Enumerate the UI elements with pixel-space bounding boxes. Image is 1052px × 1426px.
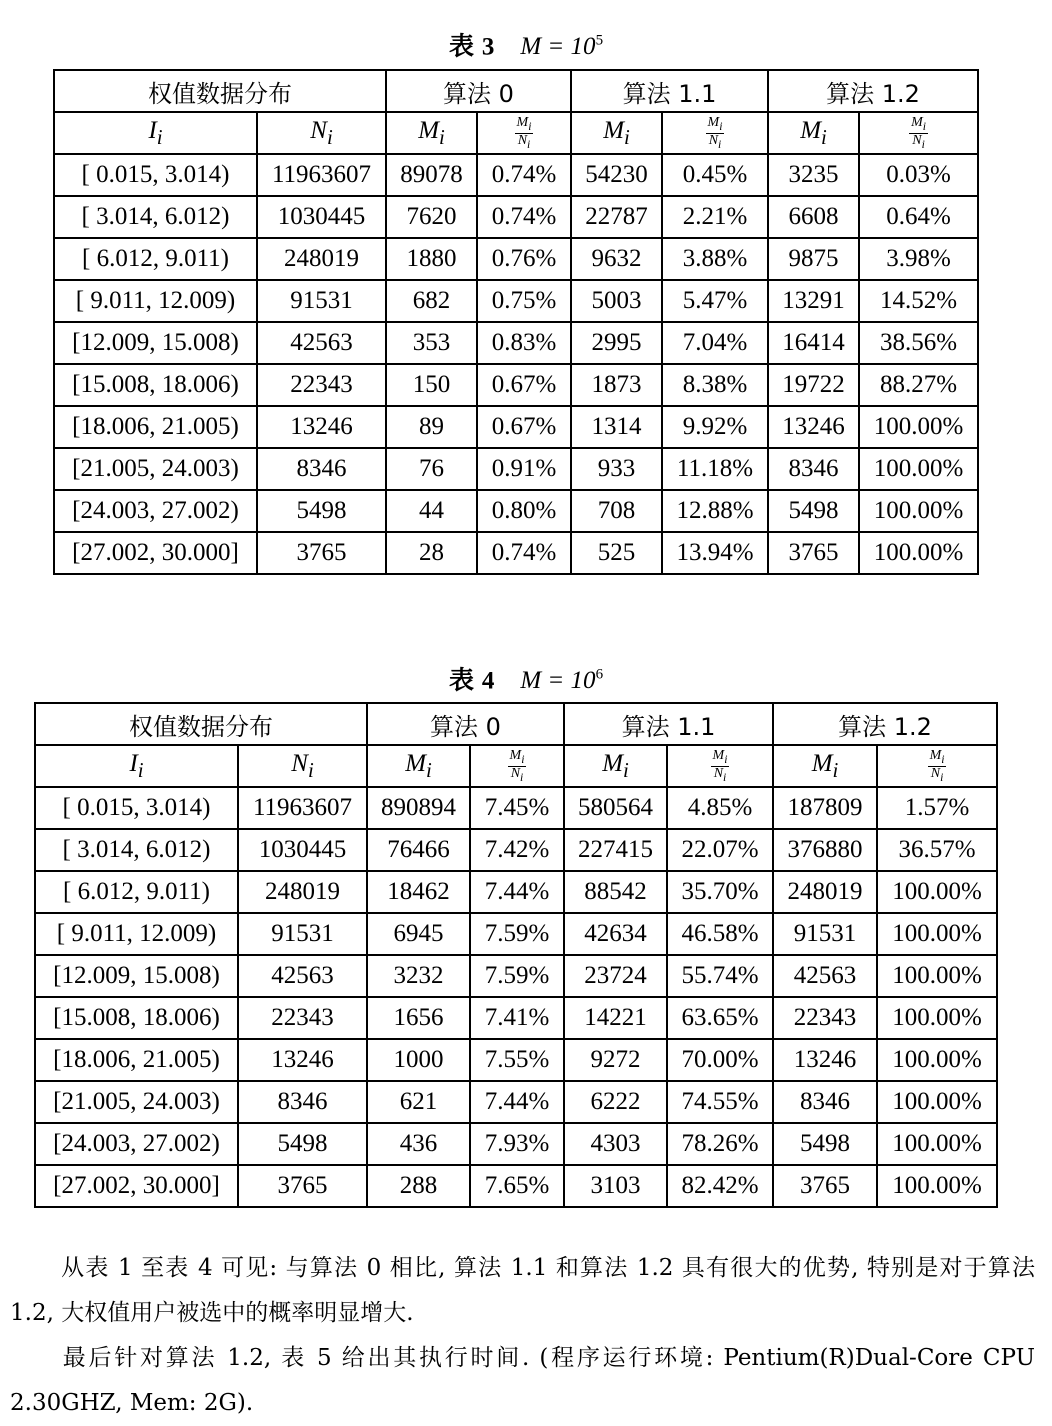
table3-table-row [54,238,978,280]
table4-cell-alg12-ratio: 100.00% [877,1165,997,1207]
table4-cell-interval: [18.006, 21.005) [35,1039,238,1081]
table3-cell-alg12-m: 9875 [768,238,859,280]
table3-cell-alg11-ratio: 9.92% [662,406,768,448]
table4-sub-header-row [35,745,997,787]
table3-cell-interval: [21.005, 24.003) [54,448,257,490]
table4-caption-label: 表 [448,665,474,695]
table4-cell-alg0-ratio: 7.59% [470,955,564,997]
table4-table-row [35,1165,997,1207]
table4-group-alg12: 算法 1.2 [773,703,997,745]
table3-cell-alg12-ratio: 38.56% [859,322,978,364]
table3-col-count: $N_i$ [257,112,386,154]
table3-col-alg11-m: $M_i$ [571,112,662,154]
table3-cell-alg0-ratio: 0.67% [477,406,571,448]
table4-table-row [35,787,997,829]
table3-cell-alg12-m: 13291 [768,280,859,322]
table3-cell-alg12-ratio: 100.00% [859,490,978,532]
table4-cell-count: 1030445 [238,829,367,871]
table3-cell-alg0-ratio: 0.74% [477,532,571,574]
table3-cell-count: 3765 [257,532,386,574]
table4-cell-alg12-ratio: 100.00% [877,1081,997,1123]
table3-cell-alg11-ratio: 12.88% [662,490,768,532]
table4-group-header-row [35,703,997,745]
table4-cell-alg0-m: 890894 [367,787,470,829]
table3-cell-alg0-m: 682 [386,280,477,322]
table4-cell-alg11-m: 9272 [564,1039,667,1081]
table4-cell-alg11-ratio: 55.74% [667,955,773,997]
table4-col-alg12-m: $M_i$ [773,745,877,787]
table4-cell-alg11-m: 88542 [564,871,667,913]
table3-cell-interval: [12.009, 15.008) [54,322,257,364]
table4-cell-interval: [ 0.015, 3.014) [35,787,238,829]
table3-cell-alg11-ratio: 8.38% [662,364,768,406]
table4-cell-alg11-ratio: 35.70% [667,871,773,913]
table3-cell-alg12-ratio: 100.00% [859,532,978,574]
table4-cell-alg12-ratio: 100.00% [877,1039,997,1081]
table4-cell-alg12-ratio: 36.57% [877,829,997,871]
table3-cell-alg11-m: 54230 [571,154,662,196]
table4-cell-alg0-ratio: 7.44% [470,1081,564,1123]
table3-cell-alg12-m: 5498 [768,490,859,532]
table3-cell-alg0-ratio: 0.83% [477,322,571,364]
table3-cell-alg11-m: 1314 [571,406,662,448]
table4-group-alg11: 算法 1.1 [564,703,773,745]
table4-col-alg12-ratio: $\frac{M_i}{N_i}$ [877,745,997,787]
table4-cell-alg0-m: 76466 [367,829,470,871]
table4-cell-alg11-m: 227415 [564,829,667,871]
table3-cell-alg0-m: 89 [386,406,477,448]
table3-col-interval: $I_i$ [54,112,257,154]
table4-cell-count: 11963607 [238,787,367,829]
table4-cell-alg12-m: 22343 [773,997,877,1039]
table3-table-row [54,322,978,364]
table3-group-alg12: 算法 1.2 [768,70,978,112]
table4-cell-alg0-ratio: 7.41% [470,997,564,1039]
table3-col-alg11-ratio: $\frac{M_i}{N_i}$ [662,112,768,154]
table4-col-count: $N_i$ [238,745,367,787]
table3-table-row [54,280,978,322]
table3-col-alg12-ratio: $\frac{M_i}{N_i}$ [859,112,978,154]
table3-cell-interval: [18.006, 21.005) [54,406,257,448]
table3-cell-alg0-m: 1880 [386,238,477,280]
table3-cell-count: 248019 [257,238,386,280]
table4-table-row [35,955,997,997]
table4-table-row [35,913,997,955]
table4-cell-alg12-ratio: 100.00% [877,955,997,997]
table4-col-alg11-m: $M_i$ [564,745,667,787]
table4-cell-alg11-m: 580564 [564,787,667,829]
table4-cell-count: 8346 [238,1081,367,1123]
table4-cell-alg12-m: 376880 [773,829,877,871]
table4-cell-count: 5498 [238,1123,367,1165]
table3-cell-alg11-ratio: 5.47% [662,280,768,322]
table4-cell-alg12-m: 3765 [773,1165,877,1207]
table4-caption-equation: $M = 10^6$ [520,667,604,695]
table4-table-row [35,1039,997,1081]
table4-cell-alg0-ratio: 7.42% [470,829,564,871]
table4-cell-alg12-ratio: 100.00% [877,913,997,955]
table4-cell-alg11-ratio: 4.85% [667,787,773,829]
table4-cell-alg12-m: 13246 [773,1039,877,1081]
table4-cell-alg12-ratio: 1.57% [877,787,997,829]
table3-cell-alg11-m: 5003 [571,280,662,322]
table3-cell-alg11-ratio: 3.88% [662,238,768,280]
table4-cell-count: 3765 [238,1165,367,1207]
table4-cell-alg12-m: 5498 [773,1123,877,1165]
table3-cell-alg12-ratio: 100.00% [859,448,978,490]
table3-cell-alg11-m: 2995 [571,322,662,364]
table4-cell-alg11-m: 14221 [564,997,667,1039]
table4-cell-alg11-ratio: 63.65% [667,997,773,1039]
table3-cell-count: 13246 [257,406,386,448]
table3-cell-interval: [ 6.012, 9.011) [54,238,257,280]
table4-cell-alg11-m: 42634 [564,913,667,955]
table3-cell-interval: [ 9.011, 12.009) [54,280,257,322]
table3-cell-alg0-ratio: 0.74% [477,154,571,196]
table3-cell-alg0-ratio: 0.74% [477,196,571,238]
table4-cell-count: 13246 [238,1039,367,1081]
table4-col-alg11-ratio: $\frac{M_i}{N_i}$ [667,745,773,787]
table3-cell-alg12-m: 13246 [768,406,859,448]
table4-cell-alg11-m: 3103 [564,1165,667,1207]
table3-table-row [54,406,978,448]
table3-group-alg0: 算法 0 [386,70,571,112]
table3-cell-alg11-m: 1873 [571,364,662,406]
table4-cell-alg0-ratio: 7.65% [470,1165,564,1207]
table3-group-distribution: 权值数据分布 [54,70,386,112]
table3-cell-alg0-ratio: 0.75% [477,280,571,322]
table3-cell-alg12-m: 8346 [768,448,859,490]
table3-table-row [54,532,978,574]
table3-cell-alg0-m: 28 [386,532,477,574]
table3-caption-label: 表 [448,31,474,61]
table3-cell-interval: [24.003, 27.002) [54,490,257,532]
table3-caption [0,26,1052,62]
table3-cell-alg12-ratio: 88.27% [859,364,978,406]
table4-cell-alg11-ratio: 22.07% [667,829,773,871]
table3-cell-alg0-ratio: 0.80% [477,490,571,532]
table4-cell-alg0-ratio: 7.45% [470,787,564,829]
table3-table-row [54,196,978,238]
table4-cell-alg12-m: 42563 [773,955,877,997]
table3-cell-alg11-ratio: 11.18% [662,448,768,490]
table3-cell-alg11-m: 933 [571,448,662,490]
table3-cell-count: 91531 [257,280,386,322]
table3-col-alg0-ratio: $\frac{M_i}{N_i}$ [477,112,571,154]
table3-col-alg12-m: $M_i$ [768,112,859,154]
table4-cell-interval: [24.003, 27.002) [35,1123,238,1165]
table4-cell-alg11-ratio: 46.58% [667,913,773,955]
table3-cell-alg11-ratio: 7.04% [662,322,768,364]
table3-table-row [54,364,978,406]
table4-cell-alg0-m: 621 [367,1081,470,1123]
table3-cell-alg11-m: 9632 [571,238,662,280]
table3-cell-alg0-m: 7620 [386,196,477,238]
table4-cell-alg0-ratio: 7.44% [470,871,564,913]
table4-cell-interval: [ 9.011, 12.009) [35,913,238,955]
table3-cell-interval: [15.008, 18.006) [54,364,257,406]
table3-cell-alg12-m: 3235 [768,154,859,196]
table3-cell-alg11-m: 708 [571,490,662,532]
table3-cell-alg0-ratio: 0.91% [477,448,571,490]
table3-cell-alg0-m: 76 [386,448,477,490]
table3-cell-alg12-m: 16414 [768,322,859,364]
table4-cell-interval: [15.008, 18.006) [35,997,238,1039]
table4-cell-alg0-m: 18462 [367,871,470,913]
table4-cell-alg0-ratio: 7.59% [470,913,564,955]
table4-cell-alg12-ratio: 100.00% [877,871,997,913]
table3-cell-count: 11963607 [257,154,386,196]
table3-cell-alg0-m: 353 [386,322,477,364]
table3-group-alg11: 算法 1.1 [571,70,768,112]
table3-cell-alg12-ratio: 14.52% [859,280,978,322]
table3-cell-count: 5498 [257,490,386,532]
table4 [34,702,998,1208]
table3-col-alg0-m: $M_i$ [386,112,477,154]
table3-cell-alg12-ratio: 100.00% [859,406,978,448]
table4-cell-alg12-ratio: 100.00% [877,997,997,1039]
table4-caption [0,660,1052,696]
table4-cell-interval: [27.002, 30.000] [35,1165,238,1207]
paragraph-runtime: 最后针对算法 1.2, 表 5 给出其执行时间. (程序运行环境: Pentium(R)Dual-Core CPU 2.30GHZ, Mem: 2G). [10,1345,1035,1416]
table3 [53,69,979,575]
table3-cell-interval: [ 0.015, 3.014) [54,154,257,196]
table4-cell-interval: [21.005, 24.003) [35,1081,238,1123]
table4-cell-count: 42563 [238,955,367,997]
table3-cell-alg12-ratio: 3.98% [859,238,978,280]
table4-table-row [35,1123,997,1165]
table4-cell-alg0-m: 1000 [367,1039,470,1081]
table4-cell-alg12-m: 8346 [773,1081,877,1123]
table3-caption-number: 3 [481,33,495,61]
table3-sub-header-row [54,112,978,154]
table3-cell-count: 22343 [257,364,386,406]
table4-table-row [35,1081,997,1123]
table3-cell-alg12-m: 6608 [768,196,859,238]
table3-cell-alg12-ratio: 0.03% [859,154,978,196]
table4-group-distribution: 权值数据分布 [35,703,367,745]
table4-col-alg0-ratio: $\frac{M_i}{N_i}$ [470,745,564,787]
table3-cell-alg0-m: 44 [386,490,477,532]
table3-cell-alg0-ratio: 0.76% [477,238,571,280]
table3-cell-alg0-m: 89078 [386,154,477,196]
table4-cell-count: 248019 [238,871,367,913]
table4-group-alg0: 算法 0 [367,703,564,745]
table3-cell-count: 42563 [257,322,386,364]
table3-table-row [54,448,978,490]
table4-col-alg0-m: $M_i$ [367,745,470,787]
table4-cell-alg11-m: 6222 [564,1081,667,1123]
table4-cell-alg0-m: 6945 [367,913,470,955]
table4-cell-interval: [ 3.014, 6.012) [35,829,238,871]
table4-table-row [35,871,997,913]
table3-cell-alg11-ratio: 13.94% [662,532,768,574]
table4-table-row [35,829,997,871]
paragraph-comparison: 从表 1 至表 4 可见: 与算法 0 相比, 算法 1.1 和算法 1.2 具有很大的优势, 特别是对于算法 1.2, 大权值用户被选中的概率明显增大. [10,1255,1035,1326]
table3-cell-interval: [ 3.014, 6.012) [54,196,257,238]
table4-cell-alg0-m: 436 [367,1123,470,1165]
table4-cell-alg12-m: 187809 [773,787,877,829]
table4-cell-alg0-m: 288 [367,1165,470,1207]
table4-cell-interval: [12.009, 15.008) [35,955,238,997]
table3-cell-count: 8346 [257,448,386,490]
table4-cell-alg0-m: 1656 [367,997,470,1039]
table3-cell-interval: [27.002, 30.000] [54,532,257,574]
table3-cell-alg11-m: 22787 [571,196,662,238]
table4-table-row [35,997,997,1039]
table4-cell-count: 91531 [238,913,367,955]
table4-cell-alg11-ratio: 82.42% [667,1165,773,1207]
table4-col-interval: $I_i$ [35,745,238,787]
table3-table-row [54,154,978,196]
table4-caption-number: 4 [481,667,495,695]
table3-cell-alg0-m: 150 [386,364,477,406]
table3-group-header-row [54,70,978,112]
table3-cell-alg11-ratio: 0.45% [662,154,768,196]
table3-cell-alg11-ratio: 2.21% [662,196,768,238]
table4-cell-alg11-ratio: 74.55% [667,1081,773,1123]
table4-cell-alg11-ratio: 78.26% [667,1123,773,1165]
table3-cell-alg12-ratio: 0.64% [859,196,978,238]
table3-cell-alg12-m: 3765 [768,532,859,574]
table4-cell-interval: [ 6.012, 9.011) [35,871,238,913]
table4-cell-alg0-m: 3232 [367,955,470,997]
table4-cell-alg12-m: 248019 [773,871,877,913]
table4-cell-alg0-ratio: 7.55% [470,1039,564,1081]
table4-cell-alg12-ratio: 100.00% [877,1123,997,1165]
table3-cell-alg12-m: 19722 [768,364,859,406]
table4-cell-alg11-ratio: 70.00% [667,1039,773,1081]
table3-cell-alg11-m: 525 [571,532,662,574]
table4-cell-alg12-m: 91531 [773,913,877,955]
table3-cell-alg0-ratio: 0.67% [477,364,571,406]
table3-cell-count: 1030445 [257,196,386,238]
table4-cell-alg11-m: 4303 [564,1123,667,1165]
table3-caption-equation: $M = 10^5$ [520,33,604,61]
table4-cell-count: 22343 [238,997,367,1039]
table4-cell-alg0-ratio: 7.93% [470,1123,564,1165]
table4-cell-alg11-m: 23724 [564,955,667,997]
table3-table-row [54,490,978,532]
